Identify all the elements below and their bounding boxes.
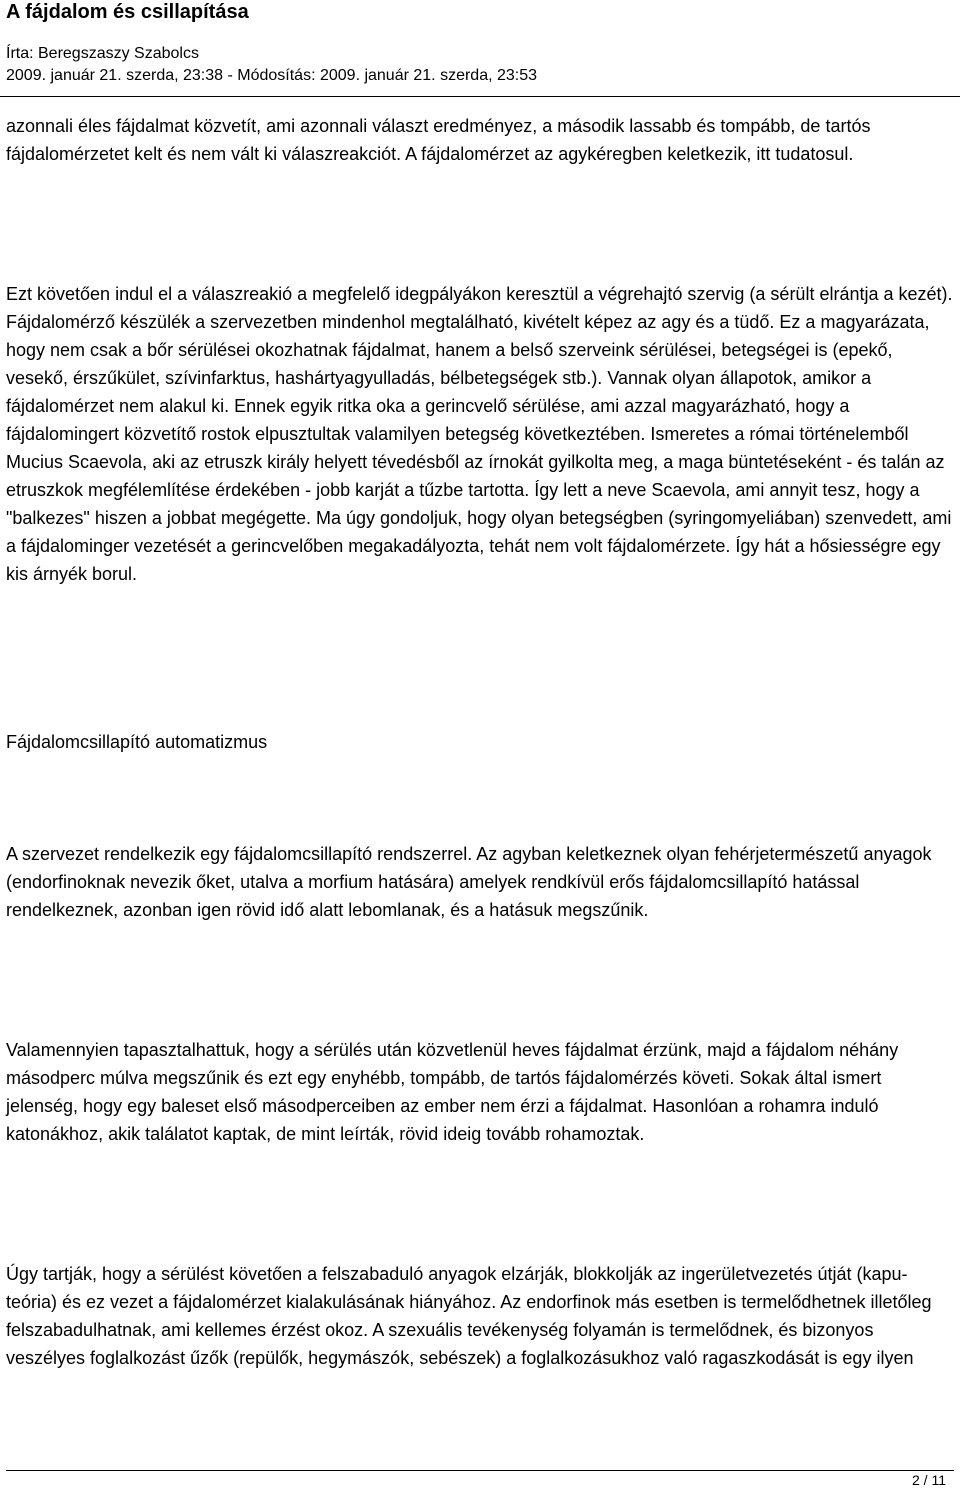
author-line: Írta: Beregszaszy Szabolcs (6, 45, 199, 62)
header-divider (0, 96, 960, 97)
section-heading: Fájdalomcsillapító automatizmus (6, 732, 268, 752)
paragraph-4: Valamennyien tapasztalhattuk, hogy a sérülés után közvetlenül heves fájdalmat érzünk, majd a fájdalom néhány másodperc múlva megszűnik és ezt egy enyhébb, tompább, de tartós fájdalomérzés követi. Sokak által ismert jelenség, hogy egy baleset első másodperceiben az ember nem érzi a fájdalmat. Hasonlóan a rohamra induló katonákhoz, akik találatot kaptak, de mint leírták, rövid ideig tovább rohamoztak. (6, 1040, 899, 1144)
paragraph-3: A szervezet rendelkezik egy fájdalomcsillapító rendszerrel. Az agyban keletkeznek olyan fehérjetermészetű anyagok (endorfinoknak nevezik őket, utalva a morfium hatására) amelyek rendkívül erős fájdalomcsillapító hatással rendelkeznek, azonban igen rövid idő alatt lebomlanak, és a hatásuk megszűnik. (6, 844, 932, 920)
paragraph-5: Úgy tartják, hogy a sérülést követően a felszabaduló anyagok elzárják, blokkolják az ingerületvezetés útját (kapu-teória) és ez vezet a fájdalomérzet kialakulásának hiányához. Az endorfinok más esetben is termelődhetnek illetőleg felszabadulhatnak, ami kellemes érzést okoz. A szexuális tevékenység folyamán is termelődnek, és bizonyos veszélyes foglalkozást űzők (repülők, hegymászók, sebészek) a foglalkozásukhoz való ragaszkodását is egy ilyen (6, 1264, 932, 1368)
date-line: 2009. január 21. szerda, 23:38 - Módosítás: 2009. január 21. szerda, 23:53 (6, 67, 538, 84)
paragraph-1: azonnali éles fájdalmat közvetít, ami azonnali választ eredményez, a második lassabb és tompább, de tartós fájdalomérzetet kelt és nem vált ki válaszreakciót. A fájdalomérzet az agykéregben keletkezik, itt tudatosul. (6, 116, 871, 164)
paragraph-2: Ezt követően indul el a válaszreakió a megfelelő idegpályákon keresztül a végrehajtó szervig (a sérült elrántja a kezét). Fájdalomérző készülék a szervezetben mindenhol megtalálható, kivételt képez az agy és a tüdő. Ez a magyarázata, hogy nem csak a bőr sérülései okozhatnak fájdalmat, hanem a belső szerveink sérülései, betegségei is (epekő, vesekő, érszűkület, szívinfarktus, hashártyagyulladás, bélbetegségek stb.). Vannak olyan állapotok, amikor a fájdalomérzet nem alakul ki. Ennek egyik ritka oka a gerincvelő sérülése, ami azzal magyarázható, hogy a fájdalomingert közvetítő rostok elpusztultak valamilyen betegség következtében. Ismeretes a római történelemből Mucius Scaevola, aki az etruszk király helyett tévedésből az írnokát gyilkolta meg, a maga büntetéseként - és talán az etruszkok megfélemlítése érdekében - jobb karját a tűzbe tartotta. Így lett a neve Scaevola, ami annyit tesz, hogy a "balkezes" hiszen a jobbat megégette. Ma úgy gondoljuk, hogy olyan betegségben (syringomyeliában) szenvedett, ami a fájdalominger vezetését a gerincvelőben megakadályozta, tehát nem volt fájdalomérzete. Így hát a hősiességre egy kis árnyék borul. (6, 284, 953, 584)
footer-divider (6, 1470, 954, 1471)
document-header (6, 0, 954, 87)
page-number: 2 / 11 (912, 1472, 946, 1488)
document-title: A fájdalom és csillapítása (6, 1, 249, 23)
